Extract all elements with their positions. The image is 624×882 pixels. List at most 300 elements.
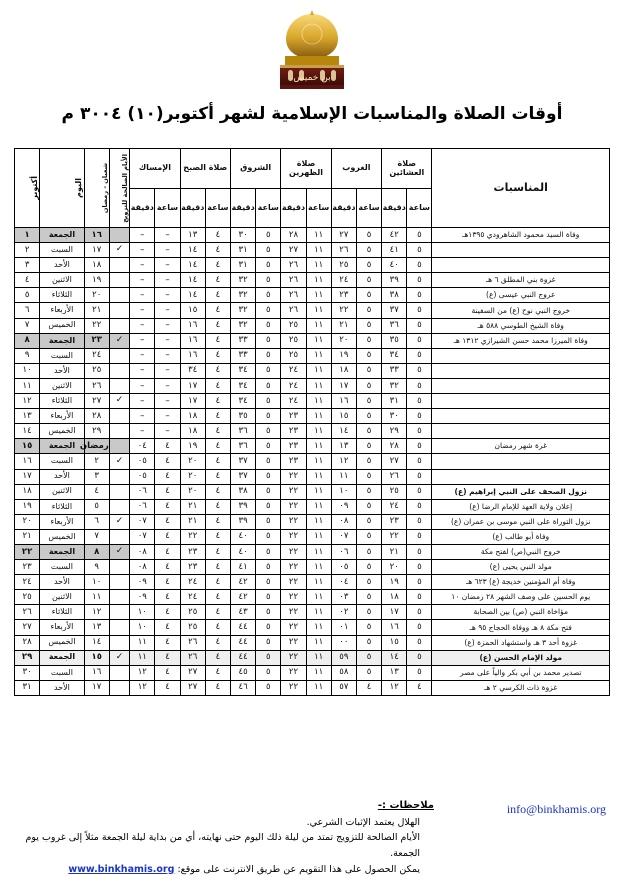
- cell-travel-check: [109, 409, 129, 424]
- cell-maghrib-minute: ١٣: [331, 439, 356, 454]
- cell-imsak-hour: ٤: [155, 514, 180, 529]
- cell-travel-check: [109, 288, 129, 303]
- cell-maghrib-hour: ٥: [356, 439, 381, 454]
- cell-gregorian-day: ١٤: [15, 424, 40, 439]
- cell-dhuhr-hour: ١١: [306, 665, 331, 680]
- cell-imsak-hour: ٤: [155, 680, 180, 695]
- cell-weekday: الثلاثاء: [40, 605, 84, 620]
- prayer-times-table: [14, 148, 610, 696]
- cell-maghrib-minute: ٥٩: [331, 650, 356, 665]
- subheader-shuruq-hour: ساعة: [256, 189, 281, 228]
- cell-fajr-hour: ٤: [205, 454, 230, 469]
- cell-occasion: [432, 454, 610, 469]
- cell-isha-minute: ٣٥: [382, 333, 407, 348]
- cell-shuruq-hour: ٥: [256, 303, 281, 318]
- cell-imsak-minute: –: [130, 409, 155, 424]
- cell-maghrib-hour: ٥: [356, 258, 381, 273]
- cell-dhuhr-minute: ٢٢: [281, 650, 306, 665]
- cell-shuruq-hour: ٥: [256, 439, 281, 454]
- cell-dhuhr-hour: ١١: [306, 590, 331, 605]
- cell-dhuhr-minute: ٢٨: [281, 228, 306, 243]
- cell-fajr-minute: ٢١: [180, 514, 205, 529]
- cell-dhuhr-minute: ٢٢: [281, 529, 306, 544]
- cell-gregorian-day: ٢٧: [15, 620, 40, 635]
- cell-maghrib-hour: ٥: [356, 303, 381, 318]
- cell-weekday: الأحد: [40, 258, 84, 273]
- cell-shuruq-hour: ٥: [256, 243, 281, 258]
- cell-isha-minute: ١٢: [382, 680, 407, 695]
- cell-weekday: الأحد: [40, 469, 84, 484]
- cell-imsak-minute: –: [130, 288, 155, 303]
- cell-shuruq-hour: ٥: [256, 605, 281, 620]
- cell-maghrib-minute: ٥٨: [331, 665, 356, 680]
- cell-imsak-hour: ٤: [155, 439, 180, 454]
- cell-imsak-minute: –: [130, 424, 155, 439]
- cell-weekday: الجمعة: [40, 228, 84, 243]
- cell-shuruq-hour: ٥: [256, 333, 281, 348]
- cell-hijri: ٨: [84, 544, 109, 559]
- logo-container: [252, 6, 372, 98]
- cell-shuruq-minute: ٣٢: [230, 303, 255, 318]
- cell-maghrib-minute: ١٩: [331, 348, 356, 363]
- col-header-isha: صلاة العشائين: [382, 149, 432, 189]
- cell-gregorian-day: ٤: [15, 273, 40, 288]
- table-row: [15, 318, 610, 333]
- cell-isha-minute: ٢٣: [382, 514, 407, 529]
- cell-gregorian-day: ٢٣: [15, 560, 40, 575]
- subheader-imsak-minute: دقيقة: [130, 189, 155, 228]
- cell-gregorian-day: ٦: [15, 303, 40, 318]
- note-item: الأيام الصالحة للتزويج تمتد من ليلة ذلك اليوم حتى نهايته، أي من بداية ليلة الجمعة مثلاً إلى غروب يوم الجمعة.: [25, 832, 420, 859]
- cell-dhuhr-hour: ١١: [306, 620, 331, 635]
- cell-isha-hour: ٤: [407, 680, 432, 695]
- cell-maghrib-minute: ٠٩: [331, 499, 356, 514]
- cell-shuruq-minute: ٣٩: [230, 514, 255, 529]
- cell-weekday: الاثنين: [40, 273, 84, 288]
- cell-hijri: ١١: [84, 590, 109, 605]
- table-row: [15, 514, 610, 529]
- cell-maghrib-minute: ٢٣: [331, 288, 356, 303]
- cell-weekday: الخميس: [40, 635, 84, 650]
- cell-isha-minute: ٤٢: [382, 228, 407, 243]
- cell-shuruq-minute: ٣٤: [230, 363, 255, 378]
- cell-isha-hour: ٥: [407, 394, 432, 409]
- cell-gregorian-day: ١٨: [15, 484, 40, 499]
- cell-gregorian-day: ١٠: [15, 363, 40, 378]
- cell-fajr-hour: ٤: [205, 303, 230, 318]
- cell-fajr-hour: ٤: [205, 575, 230, 590]
- cell-gregorian-day: ١٢: [15, 394, 40, 409]
- cell-imsak-minute: –: [130, 243, 155, 258]
- cell-isha-minute: ١٨: [382, 590, 407, 605]
- cell-fajr-hour: ٤: [205, 544, 230, 559]
- cell-dhuhr-minute: ٢٢: [281, 605, 306, 620]
- cell-dhuhr-minute: ٢٦: [281, 288, 306, 303]
- cell-dhuhr-hour: ١١: [306, 680, 331, 695]
- cell-dhuhr-minute: ٢٥: [281, 333, 306, 348]
- cell-imsak-minute: –: [130, 378, 155, 393]
- cell-hijri: ٢٨: [84, 409, 109, 424]
- cell-fajr-minute: ٢٢: [180, 529, 205, 544]
- cell-occasion: خروج النبي نوح (ع) من السفينة: [432, 303, 610, 318]
- cell-maghrib-hour: ٥: [356, 484, 381, 499]
- cell-hijri: ٢٣: [84, 333, 109, 348]
- cell-fajr-hour: ٤: [205, 394, 230, 409]
- table-row: [15, 303, 610, 318]
- cell-maghrib-hour: ٥: [356, 318, 381, 333]
- cell-fajr-minute: ٢٧: [180, 680, 205, 695]
- cell-hijri: رمضان: [84, 439, 109, 454]
- cell-occasion: فتح مكة ٨ هـ ووفاة الحجاج ٩٥ هـ: [432, 620, 610, 635]
- cell-shuruq-hour: ٥: [256, 318, 281, 333]
- cell-occasion: يوم الحسين على وصف الشهر ٢٨ رمضان ١٠: [432, 590, 610, 605]
- cell-imsak-hour: –: [155, 288, 180, 303]
- cell-shuruq-minute: ٣٨: [230, 484, 255, 499]
- cell-occasion: مولد الإمام الحسن (ع): [432, 650, 610, 665]
- cell-hijri: ١٦: [84, 665, 109, 680]
- cell-imsak-minute: –: [130, 228, 155, 243]
- cell-fajr-minute: ٢٠: [180, 469, 205, 484]
- cell-dhuhr-minute: ٢٢: [281, 560, 306, 575]
- cell-isha-hour: ٥: [407, 258, 432, 273]
- cell-maghrib-minute: ٢٧: [331, 228, 356, 243]
- cell-isha-minute: ١٦: [382, 620, 407, 635]
- cell-imsak-hour: ٤: [155, 499, 180, 514]
- cell-fajr-hour: ٤: [205, 439, 230, 454]
- cell-maghrib-hour: ٥: [356, 620, 381, 635]
- table-row: [15, 469, 610, 484]
- cell-maghrib-hour: ٥: [356, 560, 381, 575]
- cell-gregorian-day: ١٦: [15, 454, 40, 469]
- cell-dhuhr-hour: ١١: [306, 424, 331, 439]
- cell-weekday: الجمعة: [40, 650, 84, 665]
- cell-gregorian-day: ٢٢: [15, 544, 40, 559]
- cell-weekday: السبت: [40, 665, 84, 680]
- cell-maghrib-minute: ٠٤: [331, 575, 356, 590]
- cell-imsak-hour: –: [155, 228, 180, 243]
- table-row: [15, 424, 610, 439]
- table-row: [15, 680, 610, 695]
- cell-dhuhr-minute: ٢٢: [281, 469, 306, 484]
- cell-dhuhr-hour: ١١: [306, 318, 331, 333]
- cell-shuruq-minute: ٣١: [230, 258, 255, 273]
- cell-imsak-minute: –: [130, 318, 155, 333]
- cell-maghrib-minute: ٠٠: [331, 635, 356, 650]
- cell-imsak-minute: –: [130, 363, 155, 378]
- cell-dhuhr-hour: ١١: [306, 348, 331, 363]
- cell-maghrib-hour: ٥: [356, 394, 381, 409]
- cell-shuruq-minute: ٣٢: [230, 273, 255, 288]
- cell-shuruq-hour: ٥: [256, 228, 281, 243]
- cell-imsak-hour: ٤: [155, 665, 180, 680]
- cell-weekday: السبت: [40, 348, 84, 363]
- cell-occasion: مولد النبي يحيى (ع): [432, 560, 610, 575]
- cell-dhuhr-hour: ١١: [306, 454, 331, 469]
- cell-dhuhr-hour: ١١: [306, 605, 331, 620]
- cell-imsak-hour: ٤: [155, 544, 180, 559]
- table-body: [15, 228, 610, 696]
- cell-fajr-minute: ٢٥: [180, 620, 205, 635]
- cell-shuruq-minute: ٣٦: [230, 424, 255, 439]
- cell-imsak-minute: –: [130, 394, 155, 409]
- cell-isha-hour: ٥: [407, 424, 432, 439]
- cell-fajr-hour: ٤: [205, 243, 230, 258]
- subheader-isha-minute: دقيقة: [382, 189, 407, 228]
- cell-hijri: ٤: [84, 484, 109, 499]
- cell-isha-minute: ١٤: [382, 650, 407, 665]
- cell-isha-minute: ٢٤: [382, 499, 407, 514]
- cell-shuruq-hour: ٥: [256, 288, 281, 303]
- cell-travel-check: ✓: [109, 454, 129, 469]
- subheader-isha-hour: ساعة: [407, 189, 432, 228]
- notes-list: [14, 815, 434, 878]
- cell-shuruq-hour: ٥: [256, 484, 281, 499]
- cell-occasion: [432, 424, 610, 439]
- cell-travel-check: [109, 258, 129, 273]
- cell-occasion: [432, 394, 610, 409]
- cell-imsak-hour: –: [155, 333, 180, 348]
- cell-maghrib-minute: ٠٨: [331, 514, 356, 529]
- cell-fajr-hour: ٤: [205, 620, 230, 635]
- cell-shuruq-hour: ٥: [256, 378, 281, 393]
- cell-maghrib-hour: ٥: [356, 243, 381, 258]
- cell-imsak-minute: –: [130, 348, 155, 363]
- cell-travel-check: [109, 499, 129, 514]
- cell-gregorian-day: ٢٥: [15, 590, 40, 605]
- cell-maghrib-minute: ٢٦: [331, 243, 356, 258]
- table-row: [15, 409, 610, 424]
- cell-fajr-minute: ١٤: [180, 243, 205, 258]
- cell-isha-minute: ٢٦: [382, 469, 407, 484]
- cell-dhuhr-minute: ٢٣: [281, 454, 306, 469]
- cell-fajr-minute: ٣٤: [180, 363, 205, 378]
- table-row: [15, 544, 610, 559]
- table-row: [15, 243, 610, 258]
- cell-imsak-minute: –: [130, 273, 155, 288]
- cell-maghrib-minute: ٢٥: [331, 258, 356, 273]
- cell-hijri: ٢١: [84, 303, 109, 318]
- cell-isha-hour: ٥: [407, 514, 432, 529]
- cell-weekday: الأربعاء: [40, 409, 84, 424]
- cell-dhuhr-minute: ٢٣: [281, 409, 306, 424]
- cell-dhuhr-hour: ١١: [306, 650, 331, 665]
- cell-isha-hour: ٥: [407, 484, 432, 499]
- cell-shuruq-minute: ٣٦: [230, 439, 255, 454]
- cell-isha-minute: ٣٤: [382, 348, 407, 363]
- cell-imsak-hour: ٤: [155, 635, 180, 650]
- cell-shuruq-minute: ٣٧: [230, 469, 255, 484]
- cell-shuruq-hour: ٥: [256, 394, 281, 409]
- table-row: [15, 348, 610, 363]
- cell-maghrib-hour: ٥: [356, 575, 381, 590]
- notes-block: [14, 798, 434, 877]
- cell-fajr-hour: ٤: [205, 590, 230, 605]
- cell-isha-minute: ٣١: [382, 394, 407, 409]
- cell-dhuhr-minute: ٢٣: [281, 439, 306, 454]
- cell-gregorian-day: ٧: [15, 318, 40, 333]
- cell-gregorian-day: ٥: [15, 288, 40, 303]
- notes-title: ملاحظات :-: [377, 800, 434, 811]
- cell-occasion: نزول التوراة على النبي موسى بن عمران (ع): [432, 514, 610, 529]
- cell-maghrib-minute: ٥٧: [331, 680, 356, 695]
- cell-hijri: ٢٤: [84, 348, 109, 363]
- cell-shuruq-minute: ٣٣: [230, 348, 255, 363]
- cell-shuruq-hour: ٥: [256, 469, 281, 484]
- cell-shuruq-minute: ٣٩: [230, 499, 255, 514]
- cell-imsak-minute: –: [130, 258, 155, 273]
- cell-fajr-minute: ٢١: [180, 499, 205, 514]
- cell-isha-hour: ٥: [407, 469, 432, 484]
- cell-isha-minute: ٢٢: [382, 529, 407, 544]
- contact-email[interactable]: info@binkhamis.org: [506, 802, 606, 816]
- cell-weekday: الثلاثاء: [40, 394, 84, 409]
- cell-imsak-hour: –: [155, 378, 180, 393]
- cell-isha-hour: ٥: [407, 318, 432, 333]
- cell-shuruq-hour: ٥: [256, 575, 281, 590]
- cell-maghrib-hour: ٥: [356, 348, 381, 363]
- cell-shuruq-minute: ٤٢: [230, 575, 255, 590]
- cell-fajr-hour: ٤: [205, 348, 230, 363]
- cell-isha-minute: ٣٧: [382, 303, 407, 318]
- cell-isha-hour: ٥: [407, 575, 432, 590]
- cell-isha-hour: ٥: [407, 620, 432, 635]
- cell-fajr-hour: ٤: [205, 318, 230, 333]
- cell-maghrib-minute: ١٨: [331, 363, 356, 378]
- cell-isha-hour: ٥: [407, 333, 432, 348]
- cell-hijri: ٩: [84, 560, 109, 575]
- cell-shuruq-hour: ٥: [256, 544, 281, 559]
- cell-maghrib-hour: ٥: [356, 378, 381, 393]
- table-row: [15, 363, 610, 378]
- cell-imsak-hour: –: [155, 424, 180, 439]
- cell-gregorian-day: ١١: [15, 378, 40, 393]
- cell-isha-hour: ٥: [407, 665, 432, 680]
- cell-gregorian-day: ١: [15, 228, 40, 243]
- cell-occasion: وفاة أم المؤمنين خديجة (ع) ٦٢٣ هـ: [432, 575, 610, 590]
- cell-isha-minute: ٢٠: [382, 560, 407, 575]
- cell-dhuhr-hour: ١١: [306, 258, 331, 273]
- cell-travel-check: [109, 575, 129, 590]
- col-header-travel-days: الأيام الصالحة للتزويج: [109, 149, 129, 228]
- cell-dhuhr-minute: ٢٦: [281, 258, 306, 273]
- cell-weekday: الثلاثاء: [40, 499, 84, 514]
- cell-weekday: الأربعاء: [40, 620, 84, 635]
- website-link[interactable]: www.binkhamis.org: [68, 863, 175, 875]
- cell-isha-hour: ٥: [407, 544, 432, 559]
- cell-maghrib-hour: ٥: [356, 514, 381, 529]
- cell-maghrib-hour: ٥: [356, 544, 381, 559]
- cell-dhuhr-hour: ١١: [306, 303, 331, 318]
- cell-imsak-hour: –: [155, 394, 180, 409]
- table-row: [15, 605, 610, 620]
- cell-dhuhr-hour: ١١: [306, 409, 331, 424]
- cell-shuruq-minute: ٣٥: [230, 409, 255, 424]
- cell-shuruq-hour: ٥: [256, 635, 281, 650]
- cell-shuruq-hour: ٥: [256, 529, 281, 544]
- cell-gregorian-day: ١٩: [15, 499, 40, 514]
- cell-shuruq-minute: ٣١: [230, 243, 255, 258]
- cell-imsak-minute: ١٢: [130, 665, 155, 680]
- cell-fajr-minute: ٢٦: [180, 650, 205, 665]
- subheader-maghrib-hour: ساعة: [356, 189, 381, 228]
- cell-imsak-hour: ٤: [155, 454, 180, 469]
- cell-maghrib-hour: ٥: [356, 363, 381, 378]
- cell-isha-minute: ٢١: [382, 544, 407, 559]
- cell-imsak-hour: –: [155, 318, 180, 333]
- cell-weekday: الاثنين: [40, 378, 84, 393]
- cell-shuruq-minute: ٤٢: [230, 590, 255, 605]
- cell-isha-minute: ٤٠: [382, 258, 407, 273]
- col-header-shuruq: الشروق: [230, 149, 280, 189]
- cell-occasion: وفاة الميرزا محمد حسن الشيرازي ١٣١٢ هـ: [432, 333, 610, 348]
- cell-isha-hour: ٥: [407, 529, 432, 544]
- cell-imsak-hour: –: [155, 409, 180, 424]
- cell-weekday: الأحد: [40, 680, 84, 695]
- cell-travel-check: [109, 665, 129, 680]
- cell-shuruq-minute: ٣٠: [230, 228, 255, 243]
- table-row: [15, 590, 610, 605]
- cell-travel-check: [109, 303, 129, 318]
- cell-hijri: ١٦: [84, 228, 109, 243]
- cell-dhuhr-minute: ٢٢: [281, 499, 306, 514]
- cell-weekday: الاثنين: [40, 484, 84, 499]
- cell-imsak-hour: ٤: [155, 590, 180, 605]
- cell-isha-hour: ٥: [407, 635, 432, 650]
- mosque-dome-icon: [258, 8, 366, 96]
- cell-fajr-hour: ٤: [205, 514, 230, 529]
- cell-shuruq-hour: ٥: [256, 680, 281, 695]
- cell-imsak-hour: ٤: [155, 469, 180, 484]
- cell-dhuhr-hour: ١١: [306, 575, 331, 590]
- cell-dhuhr-hour: ١١: [306, 363, 331, 378]
- cell-gregorian-day: ٨: [15, 333, 40, 348]
- cell-weekday: الأربعاء: [40, 303, 84, 318]
- cell-weekday: الخميس: [40, 529, 84, 544]
- cell-isha-minute: ٢٧: [382, 454, 407, 469]
- page-title: أوقات الصلاة والمناسبات الإسلامية لشهر أكتوبر(١٠) ٣٠٠٤ م: [61, 104, 563, 124]
- cell-isha-minute: ٢٩: [382, 424, 407, 439]
- table-row: [15, 454, 610, 469]
- cell-gregorian-day: ١٥: [15, 439, 40, 454]
- cell-hijri: ١٧: [84, 680, 109, 695]
- table-row: [15, 378, 610, 393]
- cell-isha-minute: ٢٥: [382, 484, 407, 499]
- cell-dhuhr-hour: ١١: [306, 514, 331, 529]
- cell-shuruq-hour: ٥: [256, 454, 281, 469]
- cell-hijri: ٢٠: [84, 288, 109, 303]
- table-row: [15, 560, 610, 575]
- cell-gregorian-day: ٣١: [15, 680, 40, 695]
- cell-occasion: عروج النبي عيسى (ع): [432, 288, 610, 303]
- cell-hijri: ٢: [84, 454, 109, 469]
- cell-occasion: غزوة ذات الكرسي ٢ هـ: [432, 680, 610, 695]
- cell-gregorian-day: ١٧: [15, 469, 40, 484]
- cell-maghrib-minute: ٢٢: [331, 303, 356, 318]
- cell-occasion: غزوة أحد ٣ هـ واستشهاد الحمزة (ع): [432, 635, 610, 650]
- cell-shuruq-hour: ٥: [256, 514, 281, 529]
- col-header-weekday: اليوم: [40, 149, 84, 228]
- table-row: [15, 620, 610, 635]
- cell-imsak-hour: ٤: [155, 605, 180, 620]
- cell-isha-hour: ٥: [407, 454, 432, 469]
- cell-travel-check: [109, 590, 129, 605]
- subheader-shuruq-minute: دقيقة: [230, 189, 255, 228]
- cell-hijri: ٣: [84, 469, 109, 484]
- cell-fajr-minute: ٢٤: [180, 590, 205, 605]
- cell-imsak-minute: ٠٩: [130, 590, 155, 605]
- col-header-dhuhr: صلاة الظهرين: [281, 149, 331, 189]
- cell-maghrib-minute: ١٠: [331, 484, 356, 499]
